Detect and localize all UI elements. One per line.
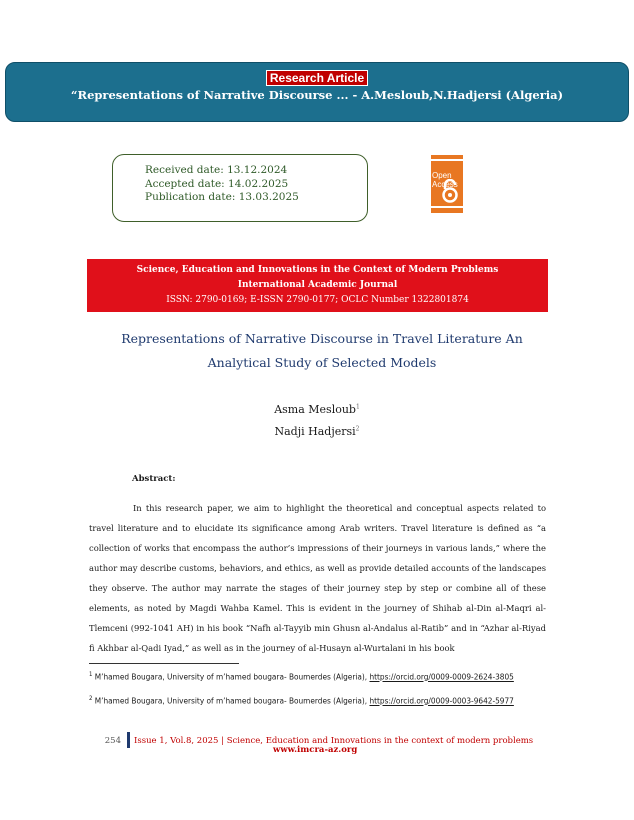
paper-title-line-2: Analytical Study of Selected Models — [207, 355, 437, 370]
journal-type: International Academic Journal — [237, 280, 398, 290]
footnote-mark: 2 — [89, 695, 93, 702]
orcid-link[interactable]: https://orcid.org/0009-0009-2624-3805 — [369, 671, 514, 682]
open-access-icon — [431, 155, 463, 213]
paper-title — [110, 327, 534, 375]
journal-box — [87, 259, 548, 312]
abstract-text: In this research paper, we aim to highlight the theoretical and conceptual aspects related to travel literature and to elucidate its significance among Arab writers. Travel literature is defined as “a collection of works that encompass the author’s impressions of their journeys in various lands,” where the author may describe customs, behaviors, and ethics, as well as provide detailed accounts of the landscapes they observe. The author may narrate the stages of their journey step by step or combine all of these elements, as noted by Magdi Wahba Kamel. This is evident in the journey of Shihab al-Din al-Maqri al-Tlemceni (992-1041 AH) in his book “Nafh al-Tayyib min Ghusn al-Andalus al-Ratib” and in “Azhar al-Riyad fi Akhbar al-Qadi Iyad,” as well as in the journey of al-Husayn al-Wurtalani in his book — [89, 503, 546, 653]
open-access-label-2: Access — [432, 180, 458, 189]
journal-ids: ISSN: 2790-0169; E-ISSN 2790-0177; OCLC Number 1322801874 — [166, 295, 469, 305]
page-number: 254 — [104, 736, 121, 746]
footer-website-link[interactable]: www.imcra-az.org — [273, 745, 358, 755]
footnote-text: M’hamed Bougara, University of m’hamed bougara- Boumerdes (Algeria), — [94, 695, 368, 706]
abstract-heading: Abstract: — [132, 474, 176, 484]
journal-name: Science, Education and Innovations in the Context of Modern Problems — [136, 265, 499, 275]
abstract-body — [89, 498, 546, 658]
author-mark: 2 — [355, 425, 360, 433]
running-title: “Representations of Narrative Discourse ... - A.Mesloub,N.Hadjersi (Algeria) — [70, 88, 564, 102]
padlock-icon — [439, 179, 461, 203]
author-2 — [0, 425, 634, 438]
dates-box — [112, 154, 368, 222]
orcid-link[interactable]: https://orcid.org/0009-0003-9642-5977 — [369, 695, 514, 706]
open-access-label-1: Open — [432, 171, 452, 180]
footer-separator — [127, 732, 130, 748]
footnote-mark: 1 — [89, 671, 93, 678]
footer-text: Issue 1, Vol.8, 2025 | Science, Education and Innovations in the context of modern problems — [134, 736, 534, 746]
author-name: Asma Mesloub — [274, 403, 356, 416]
footnote-text: M’hamed Bougara, University of m’hamed bougara- Boumerdes (Algeria), — [94, 671, 368, 682]
footnote-1 — [89, 669, 537, 683]
received-date: Received date: 13.12.2024 — [145, 164, 288, 176]
footnote-2 — [89, 693, 537, 707]
header-banner — [5, 62, 629, 122]
paper-title-line-1: Representations of Narrative Discourse in Travel Literature An — [121, 331, 523, 346]
page-footer — [83, 732, 553, 755]
author-mark: 1 — [355, 403, 360, 411]
accepted-date: Accepted date: 14.02.2025 — [145, 177, 289, 190]
footnote-divider — [89, 663, 239, 664]
author-1 — [0, 403, 634, 416]
publication-date: Publication date: 13.03.2025 — [145, 191, 299, 203]
article-type-tag: Research Article — [266, 70, 368, 86]
author-name: Nadji Hadjersi — [274, 425, 356, 438]
